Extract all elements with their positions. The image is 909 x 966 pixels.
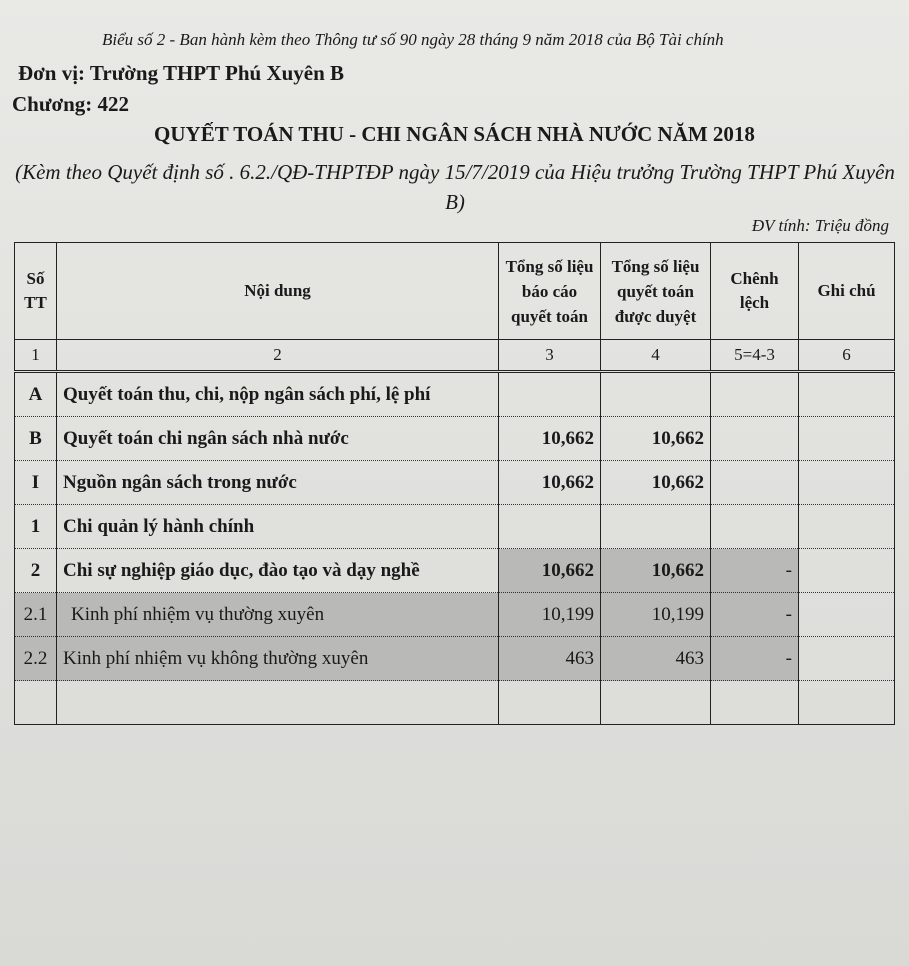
row-reported: 463 [499,637,601,681]
row-content [57,681,499,725]
row-stt: A [15,372,57,417]
row-diff: - [711,549,799,593]
row-note [799,505,895,549]
currency-unit-label: ĐV tính: Triệu đồng [751,216,889,235]
table-header-row [15,243,895,340]
row-content: Chi quản lý hành chính [57,505,499,549]
row-content: Quyết toán thu, chi, nộp ngân sách phí, lệ phí [57,372,499,417]
row-approved: 463 [601,637,711,681]
row-stt: 1 [15,505,57,549]
row-reported: 10,199 [499,593,601,637]
row-note [799,637,895,681]
row-reported [499,681,601,725]
row-stt [15,681,57,725]
header-content: Nội dung [57,243,499,340]
header-reported: Tổng số liệu báo cáo quyết toán [499,243,601,340]
row-approved: 10,662 [601,417,711,461]
row-diff [711,417,799,461]
row-reported: 10,662 [499,549,601,593]
row-note [799,593,895,637]
row-diff [711,681,799,725]
row-approved: 10,662 [601,549,711,593]
row-reported [499,372,601,417]
row-note [799,372,895,417]
header-approved: Tổng số liệu quyết toán được duyệt [601,243,711,340]
column-index-row [15,340,895,372]
column-index: 1 [15,340,57,372]
column-index: 5=4-3 [711,340,799,372]
row-note [799,549,895,593]
row-diff [711,505,799,549]
header-stt: Số TT [15,243,57,340]
row-note [799,461,895,505]
row-note [799,417,895,461]
decision-reference: (Kèm theo Quyết định số . 6.2./QĐ-THPTĐP ngày 15/7/2019 của Hiệu trưởng Trường THPT Phú Xuyên B) [15,160,895,214]
row-stt: I [15,461,57,505]
row-diff [711,461,799,505]
row-diff: - [711,593,799,637]
row-approved [601,372,711,417]
row-content: Quyết toán chi ngân sách nhà nước [57,417,499,461]
row-approved [601,505,711,549]
header-diff: Chênh lệch [711,243,799,340]
row-stt: B [15,417,57,461]
table-row [15,372,895,417]
table-row [15,461,895,505]
row-content: Kinh phí nhiệm vụ không thường xuyên [57,637,499,681]
row-content: Kinh phí nhiệm vụ thường xuyên [57,593,499,637]
row-reported: 10,662 [499,461,601,505]
row-note [799,681,895,725]
table-row [15,593,895,637]
row-stt: 2.1 [15,593,57,637]
page-title: QUYẾT TOÁN THU - CHI NGÂN SÁCH NHÀ NƯỚC NĂM 2018 [154,122,755,146]
row-diff [711,372,799,417]
table-row [15,549,895,593]
row-approved [601,681,711,725]
table-row [15,637,895,681]
table-row [15,417,895,461]
form-note: Biểu số 2 - Ban hành kèm theo Thông tư số 90 ngày 28 tháng 9 năm 2018 của Bộ Tài chính [102,30,724,49]
row-diff: - [711,637,799,681]
row-stt: 2.2 [15,637,57,681]
row-stt: 2 [15,549,57,593]
column-index: 3 [499,340,601,372]
chapter-code: Chương: 422 [12,92,129,116]
row-approved: 10,662 [601,461,711,505]
row-reported [499,505,601,549]
table-row [15,505,895,549]
row-approved: 10,199 [601,593,711,637]
row-content: Nguồn ngân sách trong nước [57,461,499,505]
row-reported: 10,662 [499,417,601,461]
row-content: Chi sự nghiệp giáo dục, đào tạo và dạy nghề [57,549,499,593]
header-note: Ghi chú [799,243,895,340]
budget-settlement-table [14,242,895,725]
column-index: 6 [799,340,895,372]
unit-name: Đơn vị: Trường THPT Phú Xuyên B [18,61,345,85]
table-row [15,681,895,725]
column-index: 4 [601,340,711,372]
column-index: 2 [57,340,499,372]
